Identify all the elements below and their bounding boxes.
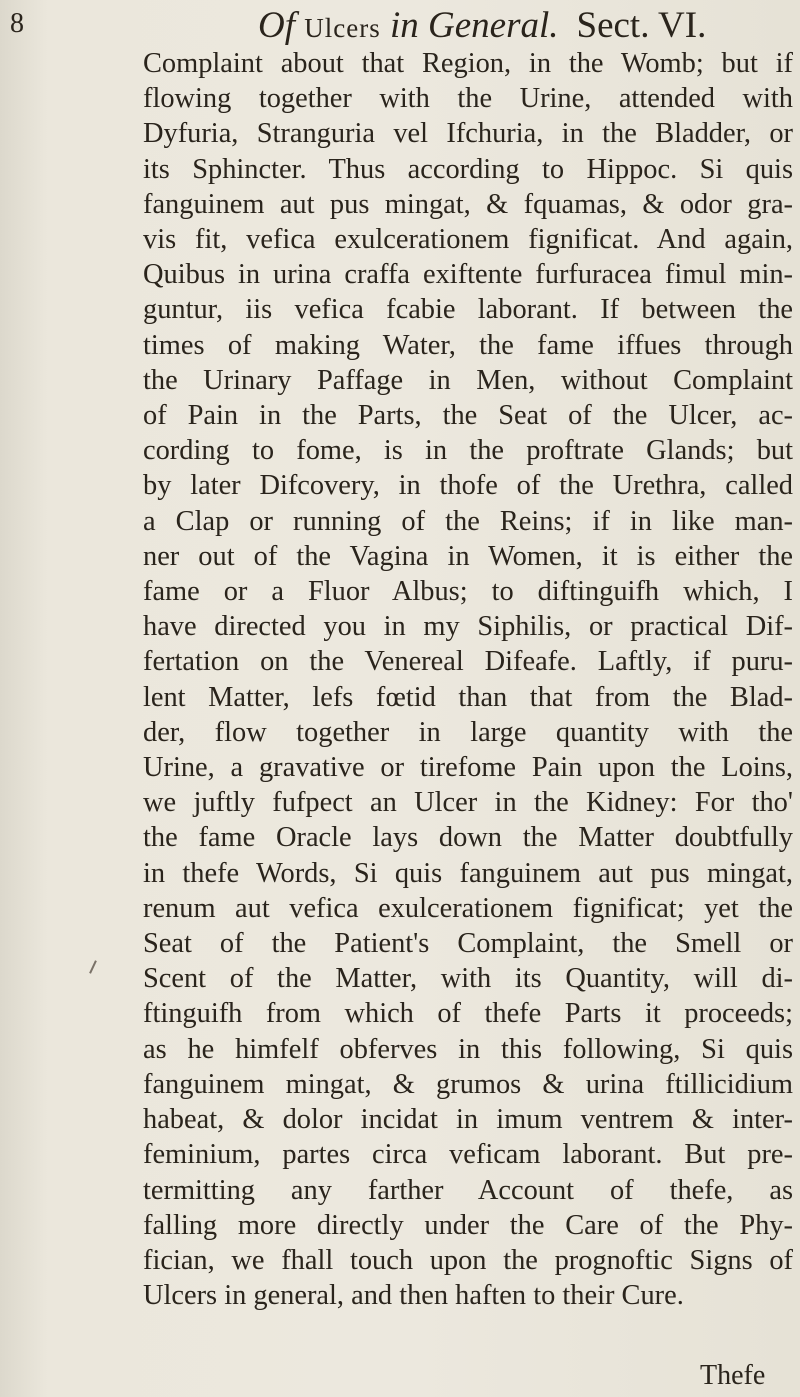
text-line: renum aut vefica exulcerationem fignificat; yet the xyxy=(143,892,793,924)
text-line: lent Matter, lefs fœtid than that from the Blad- xyxy=(143,681,793,713)
text-line: termitting any farther Account of thefe, as xyxy=(143,1174,793,1206)
text-line: its Sphincter. Thus according to Hippoc. Si quis xyxy=(143,153,793,185)
text-line: Quibus in urina craffa exiftente furfuracea fimul min- xyxy=(143,259,793,291)
catchword: Thefe xyxy=(700,1360,766,1391)
text-line: the fame Oracle lays down the Matter doubtfully xyxy=(143,822,793,854)
text-line: guntur, iis vefica fcabie laborant. If between the xyxy=(143,294,793,326)
body-text xyxy=(143,46,793,1313)
text-line: fician, we fhall touch upon the prognoftic Signs of xyxy=(143,1244,793,1276)
text-line: Ulcers in general, and then haften to their Cure. xyxy=(143,1280,684,1312)
running-head-pre: Of xyxy=(258,5,305,46)
text-line: have directed you in my Siphilis, or practical Dif- xyxy=(143,611,793,643)
text-line: falling more directly under the Care of the Phy- xyxy=(143,1209,793,1241)
running-head-post: in General. xyxy=(380,5,559,46)
text-line: we juftly fufpect an Ulcer in the Kidney: For tho' xyxy=(143,787,793,819)
text-line: fame or a Fluor Albus; to diftinguifh which, I xyxy=(143,576,793,608)
text-line: Urine, a gravative or tirefome Pain upon the Loins, xyxy=(143,752,793,784)
text-line: times of making Water, the fame iffues through xyxy=(143,329,793,361)
text-line: Dyfuria, Stranguria vel Ifchuria, in the Bladder, or xyxy=(143,118,793,150)
page-number: 8 xyxy=(10,8,24,39)
running-head-smallcaps: Ulcers xyxy=(304,13,381,43)
text-line: fanguinem mingat, & grumos & urina ftillicidium xyxy=(143,1068,793,1100)
text-line: as he himfelf obferves in this following, Si quis xyxy=(143,1033,793,1065)
text-line: feminium, partes circa veficam laborant. But pre- xyxy=(143,1139,793,1171)
text-line: the Urinary Paffage in Men, without Complaint xyxy=(143,364,793,396)
text-line: Scent of the Matter, with its Quantity, will di- xyxy=(143,963,793,995)
section-label: Sect. VI. xyxy=(576,5,707,46)
text-line: Complaint about that Region, in the Womb; but if xyxy=(143,48,793,79)
text-line: ftinguifh from which of thefe Parts it proceeds; xyxy=(143,998,793,1030)
text-line: cording to fome, is in the proftrate Glands; but xyxy=(143,435,793,467)
text-line: ner out of the Vagina in Women, it is either the xyxy=(143,540,793,572)
running-head xyxy=(258,4,758,47)
text-line: of Pain in the Parts, the Seat of the Ulcer, ac- xyxy=(143,400,793,432)
text-line: by later Difcovery, in thofe of the Urethra, called xyxy=(143,470,793,502)
text-line: Seat of the Patient's Complaint, the Smell or xyxy=(143,928,793,960)
text-line: fanguinem aut pus mingat, & fquamas, & odor gra- xyxy=(143,188,793,220)
text-line: der, flow together in large quantity with the xyxy=(143,716,793,748)
text-line: habeat, & dolor incidat in imum ventrem & inter- xyxy=(143,1104,793,1136)
text-line: fertation on the Venereal Difeafe. Laftly, if puru- xyxy=(143,646,793,678)
margin-mark xyxy=(89,960,97,974)
text-line: flowing together with the Urine, attended with xyxy=(143,83,793,115)
text-line: a Clap or running of the Reins; if in like man- xyxy=(143,505,793,537)
text-line: vis fit, vefica exulcerationem fignificat. And again, xyxy=(143,224,793,256)
text-line: in thefe Words, Si quis fanguinem aut pus mingat, xyxy=(143,857,793,889)
